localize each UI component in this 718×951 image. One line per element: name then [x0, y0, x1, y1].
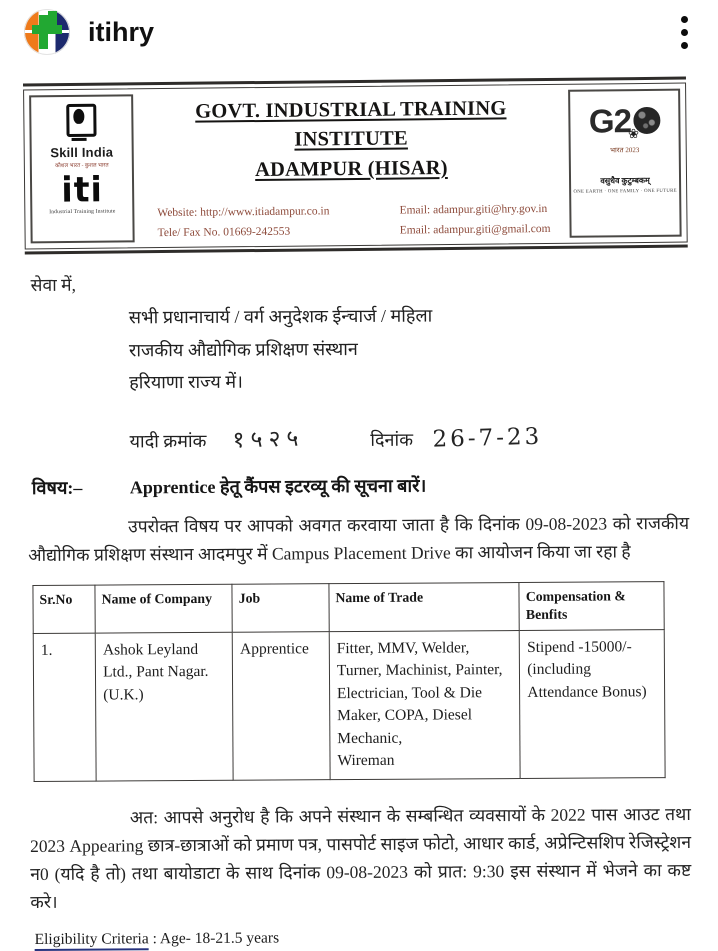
email-line-2: Email: adampur.giti@gmail.com: [399, 222, 551, 237]
contact-right: [399, 199, 550, 241]
telefax-line: Tele/ Fax No. 01669-242553: [157, 225, 291, 239]
app-title: itihry: [88, 16, 155, 47]
contact-left: [157, 201, 330, 243]
subject-text: Apprentice हेतू कैंपस इटरव्यू की सूचना बारें।: [129, 475, 427, 497]
iti-caption: Industrial Training Institute: [49, 208, 116, 215]
cell-company: Ashok Leyland Ltd., Pant Nagar. (U.K.): [95, 632, 233, 781]
table-row: [33, 629, 665, 781]
scanned-letter: [0, 78, 718, 949]
eligibility-line: [35, 927, 692, 949]
subject-label: विषय:–: [31, 477, 83, 498]
body-paragraph-1: उपरोक्त विषय पर आपको अवगत करवाया जाता है कि दिनांक 09-08-2023 को राजकीय औद्योगिक प्रशिक्षण संस्थान आदमपुर में Campus Placement Drive का आयोजन किया जा रहा है: [28, 512, 690, 565]
salutation: सेवा में,: [30, 275, 76, 296]
col-header-trade: Name of Trade: [329, 582, 520, 631]
memo-no-handwritten: १५२५: [232, 425, 305, 454]
date-label: दिनांक: [370, 429, 414, 450]
col-header-compensation: Compensation & Benfits: [519, 581, 664, 630]
cell-trade: Fitter, MMV, Welder, Turner, Machinist, Painter, Electrician, Tool & Die Maker, COPA, Diesel Mechanic, Wireman: [329, 630, 520, 779]
skill-india-figure-icon: [66, 103, 96, 136]
cell-job: Apprentice: [232, 632, 330, 780]
body-paragraph-2: अत: आपसे अनुरोध है कि अपने संस्थान के सम्बन्धित व्यवसायों के 2022 पास आउट तथा 2023 Appearing छात्र-छात्राओं को प्रमाण पत्र, पासपोर्ट साइज फोटो, आधार कार्ड, अप्रेन्टिसशिप रेजिस्ट्रेशन न0 (यदि है तो) तथा बायोडाटा के साथ दिनांक 09-08-2023 को प्रात: 9:30 इस संस्थान में भेजने का कष्ट करे।: [29, 803, 692, 912]
cell-srno: 1.: [33, 633, 96, 781]
website-line: Website: http://www.itiadampur.co.in: [157, 204, 330, 219]
g20-globe-icon: [633, 107, 660, 134]
col-header-company: Name of Company: [95, 584, 232, 633]
g20-motto-hindi: वसुधैव कुटुम्बकम्: [600, 175, 650, 185]
itihry-logo-icon[interactable]: [24, 9, 70, 55]
kebab-menu-icon[interactable]: [671, 12, 697, 53]
iti-logo: iti: [61, 168, 104, 210]
address-line: हरियाणा राज्य में।: [129, 371, 243, 393]
memo-no-label: यादी क्रमांक: [129, 430, 207, 451]
cell-compensation: Stipend -15000/- (including Attendance Bonus): [519, 629, 665, 778]
g20-text: G2: [588, 101, 632, 140]
address-block: [129, 298, 689, 399]
g20-motto-english: ONE EARTH · ONE FAMILY · ONE FUTURE: [573, 188, 677, 195]
app-bar: [0, 0, 715, 64]
skill-india-name: Skill India: [50, 144, 114, 160]
g20-logo: [568, 88, 682, 238]
g20-year-caption: भारत 2023: [610, 145, 640, 154]
placement-table: [32, 581, 665, 782]
table-header-row: [33, 581, 664, 633]
col-header-srno: Sr.No: [33, 585, 95, 634]
email-line-1: Email: adampur.giti@hry.gov.in: [399, 202, 548, 217]
eligibility-value: : Age- 18-21.5 years: [148, 929, 280, 947]
date-handwritten: 26-7-23: [432, 423, 544, 453]
institute-title-line1: GOVT. INDUSTRIAL TRAINING INSTITUTE: [195, 96, 507, 151]
address-line: सभी प्रधानाचार्य / वर्ग अनुदेशक ईन्चार्ज / महिला: [128, 305, 433, 328]
address-line: राजकीय औद्योगिक प्रशिक्षण संस्थान: [128, 338, 358, 361]
skill-india-tagline: कौशल भारत - कुशल भारत: [55, 162, 109, 169]
letterhead-center: [138, 84, 565, 247]
institute-title-line2: ADAMPUR (HISAR): [254, 156, 448, 181]
subject-row: [32, 472, 689, 500]
col-header-job: Job: [232, 583, 329, 632]
memo-row: [129, 419, 688, 454]
eligibility-label: Eligibility Criteria: [35, 930, 149, 951]
skill-india-iti-logo: [29, 94, 135, 243]
letterhead: [23, 77, 688, 255]
